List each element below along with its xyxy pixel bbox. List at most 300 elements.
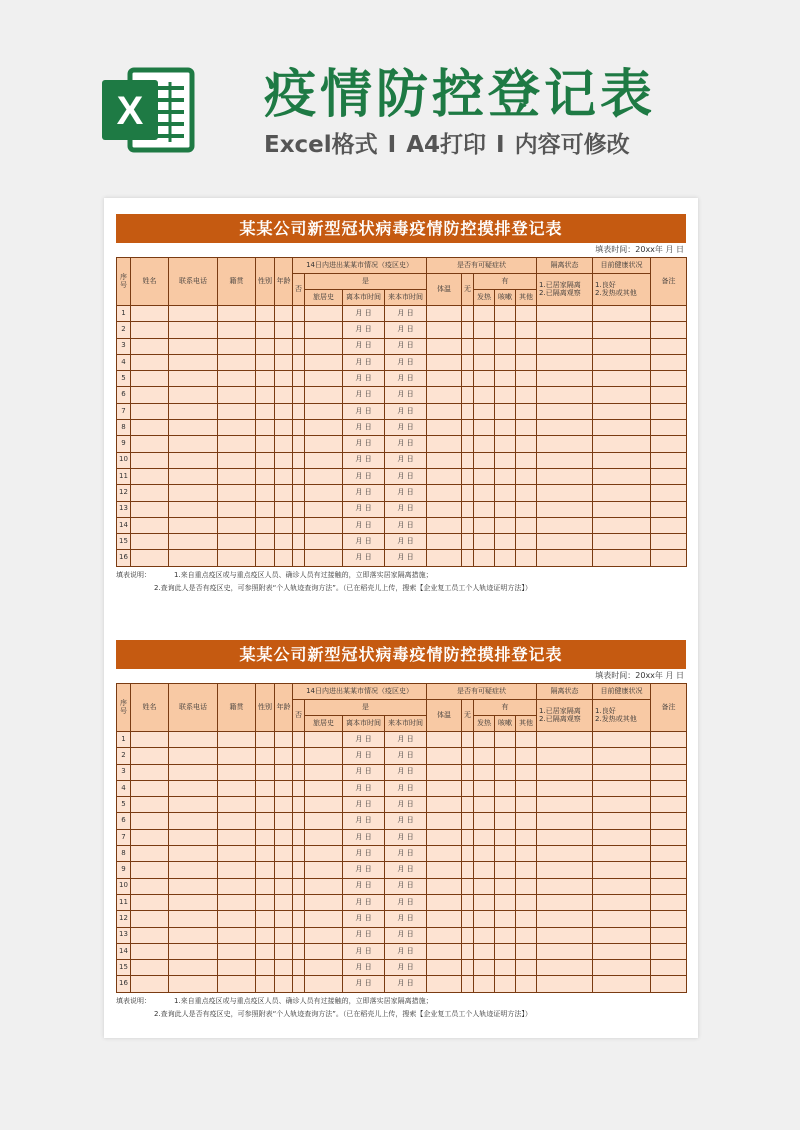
leave-date-cell[interactable]: 月 日 xyxy=(343,894,385,910)
table-cell[interactable] xyxy=(169,338,218,354)
table-cell[interactable] xyxy=(462,960,474,976)
table-cell[interactable] xyxy=(131,371,169,387)
table-cell[interactable] xyxy=(293,371,305,387)
leave-date-cell[interactable]: 月 日 xyxy=(343,501,385,517)
leave-date-cell[interactable]: 月 日 xyxy=(343,960,385,976)
table-cell[interactable] xyxy=(537,485,593,501)
table-cell[interactable] xyxy=(537,322,593,338)
come-date-cell[interactable]: 月 日 xyxy=(385,420,427,436)
leave-date-cell[interactable]: 月 日 xyxy=(343,371,385,387)
table-cell[interactable] xyxy=(462,322,474,338)
table-cell[interactable] xyxy=(275,517,293,533)
table-cell[interactable] xyxy=(516,732,537,748)
table-cell[interactable] xyxy=(593,732,651,748)
table-cell[interactable] xyxy=(651,403,687,419)
table-cell[interactable] xyxy=(651,420,687,436)
table-cell[interactable] xyxy=(516,911,537,927)
table-cell[interactable] xyxy=(495,976,516,992)
table-cell[interactable] xyxy=(293,748,305,764)
leave-date-cell[interactable]: 月 日 xyxy=(343,387,385,403)
come-date-cell[interactable]: 月 日 xyxy=(385,878,427,894)
table-cell[interactable] xyxy=(427,338,462,354)
table-cell[interactable] xyxy=(593,797,651,813)
table-cell[interactable] xyxy=(537,976,593,992)
table-cell[interactable] xyxy=(305,732,343,748)
table-cell[interactable] xyxy=(516,534,537,550)
table-cell[interactable] xyxy=(218,748,256,764)
table-cell[interactable] xyxy=(131,911,169,927)
table-cell[interactable] xyxy=(131,976,169,992)
table-cell[interactable] xyxy=(651,927,687,943)
table-cell[interactable] xyxy=(495,748,516,764)
leave-date-cell[interactable]: 月 日 xyxy=(343,976,385,992)
table-cell[interactable] xyxy=(169,911,218,927)
table-cell[interactable] xyxy=(651,306,687,322)
table-cell[interactable] xyxy=(427,485,462,501)
table-cell[interactable] xyxy=(293,452,305,468)
table-cell[interactable] xyxy=(256,534,275,550)
table-cell[interactable] xyxy=(427,894,462,910)
come-date-cell[interactable]: 月 日 xyxy=(385,306,427,322)
table-cell[interactable] xyxy=(462,943,474,959)
table-cell[interactable] xyxy=(427,501,462,517)
table-cell[interactable] xyxy=(131,420,169,436)
table-cell[interactable] xyxy=(131,732,169,748)
table-cell[interactable] xyxy=(275,354,293,370)
table-cell[interactable] xyxy=(427,354,462,370)
table-cell[interactable] xyxy=(593,420,651,436)
table-cell[interactable] xyxy=(516,387,537,403)
table-cell[interactable] xyxy=(305,927,343,943)
table-cell[interactable] xyxy=(462,420,474,436)
table-cell[interactable] xyxy=(537,960,593,976)
come-date-cell[interactable]: 月 日 xyxy=(385,354,427,370)
leave-date-cell[interactable]: 月 日 xyxy=(343,436,385,452)
leave-date-cell[interactable]: 月 日 xyxy=(343,338,385,354)
leave-date-cell[interactable]: 月 日 xyxy=(343,813,385,829)
table-cell[interactable] xyxy=(256,829,275,845)
table-cell[interactable] xyxy=(256,387,275,403)
table-cell[interactable] xyxy=(516,468,537,484)
table-cell[interactable] xyxy=(169,732,218,748)
table-cell[interactable] xyxy=(218,960,256,976)
table-cell[interactable] xyxy=(593,517,651,533)
table-cell[interactable] xyxy=(275,748,293,764)
table-cell[interactable] xyxy=(218,878,256,894)
table-cell[interactable] xyxy=(305,517,343,533)
table-cell[interactable] xyxy=(275,829,293,845)
table-cell[interactable] xyxy=(131,829,169,845)
table-cell[interactable] xyxy=(537,468,593,484)
table-cell[interactable] xyxy=(131,780,169,796)
table-cell[interactable] xyxy=(427,322,462,338)
table-cell[interactable] xyxy=(474,976,495,992)
table-cell[interactable] xyxy=(256,960,275,976)
table-cell[interactable] xyxy=(516,829,537,845)
table-cell[interactable] xyxy=(462,534,474,550)
table-cell[interactable] xyxy=(427,306,462,322)
table-cell[interactable] xyxy=(537,829,593,845)
table-cell[interactable] xyxy=(218,927,256,943)
table-cell[interactable] xyxy=(537,813,593,829)
table-cell[interactable] xyxy=(651,862,687,878)
table-cell[interactable] xyxy=(474,797,495,813)
table-cell[interactable] xyxy=(256,797,275,813)
come-date-cell[interactable]: 月 日 xyxy=(385,780,427,796)
table-cell[interactable] xyxy=(218,797,256,813)
leave-date-cell[interactable]: 月 日 xyxy=(343,780,385,796)
table-cell[interactable] xyxy=(537,338,593,354)
table-cell[interactable] xyxy=(593,468,651,484)
table-cell[interactable] xyxy=(474,894,495,910)
table-cell[interactable] xyxy=(537,878,593,894)
table-cell[interactable] xyxy=(275,943,293,959)
table-cell[interactable] xyxy=(256,501,275,517)
table-cell[interactable] xyxy=(169,943,218,959)
table-cell[interactable] xyxy=(305,452,343,468)
table-cell[interactable] xyxy=(474,485,495,501)
table-cell[interactable] xyxy=(305,797,343,813)
table-cell[interactable] xyxy=(516,960,537,976)
table-cell[interactable] xyxy=(495,780,516,796)
table-cell[interactable] xyxy=(651,550,687,566)
table-cell[interactable] xyxy=(218,846,256,862)
table-cell[interactable] xyxy=(593,452,651,468)
leave-date-cell[interactable]: 月 日 xyxy=(343,322,385,338)
table-cell[interactable] xyxy=(305,501,343,517)
table-cell[interactable] xyxy=(593,534,651,550)
table-cell[interactable] xyxy=(495,306,516,322)
table-cell[interactable] xyxy=(495,452,516,468)
table-cell[interactable] xyxy=(305,813,343,829)
table-cell[interactable] xyxy=(275,501,293,517)
table-cell[interactable] xyxy=(651,829,687,845)
leave-date-cell[interactable]: 月 日 xyxy=(343,732,385,748)
table-cell[interactable] xyxy=(218,911,256,927)
table-cell[interactable] xyxy=(651,780,687,796)
table-cell[interactable] xyxy=(218,862,256,878)
table-cell[interactable] xyxy=(495,517,516,533)
table-cell[interactable] xyxy=(131,501,169,517)
table-cell[interactable] xyxy=(256,436,275,452)
table-cell[interactable] xyxy=(427,911,462,927)
table-cell[interactable] xyxy=(516,976,537,992)
table-cell[interactable] xyxy=(593,927,651,943)
table-cell[interactable] xyxy=(305,862,343,878)
table-cell[interactable] xyxy=(593,813,651,829)
table-cell[interactable] xyxy=(275,436,293,452)
table-cell[interactable] xyxy=(474,452,495,468)
table-cell[interactable] xyxy=(474,764,495,780)
table-cell[interactable] xyxy=(537,403,593,419)
table-cell[interactable] xyxy=(537,550,593,566)
table-cell[interactable] xyxy=(256,468,275,484)
table-cell[interactable] xyxy=(169,862,218,878)
table-cell[interactable] xyxy=(462,732,474,748)
table-cell[interactable] xyxy=(293,420,305,436)
table-cell[interactable] xyxy=(131,485,169,501)
table-cell[interactable] xyxy=(169,306,218,322)
table-cell[interactable] xyxy=(462,911,474,927)
table-cell[interactable] xyxy=(651,452,687,468)
table-cell[interactable] xyxy=(293,911,305,927)
table-cell[interactable] xyxy=(474,354,495,370)
table-cell[interactable] xyxy=(305,436,343,452)
leave-date-cell[interactable]: 月 日 xyxy=(343,764,385,780)
table-cell[interactable] xyxy=(474,829,495,845)
leave-date-cell[interactable]: 月 日 xyxy=(343,829,385,845)
table-cell[interactable] xyxy=(427,534,462,550)
table-cell[interactable] xyxy=(218,894,256,910)
table-cell[interactable] xyxy=(305,371,343,387)
table-cell[interactable] xyxy=(169,322,218,338)
table-cell[interactable] xyxy=(516,797,537,813)
table-cell[interactable] xyxy=(293,976,305,992)
table-cell[interactable] xyxy=(427,517,462,533)
table-cell[interactable] xyxy=(537,797,593,813)
table-cell[interactable] xyxy=(169,550,218,566)
table-cell[interactable] xyxy=(537,732,593,748)
table-cell[interactable] xyxy=(593,780,651,796)
table-cell[interactable] xyxy=(651,878,687,894)
table-cell[interactable] xyxy=(427,829,462,845)
table-cell[interactable] xyxy=(462,501,474,517)
come-date-cell[interactable]: 月 日 xyxy=(385,764,427,780)
come-date-cell[interactable]: 月 日 xyxy=(385,436,427,452)
table-cell[interactable] xyxy=(474,878,495,894)
table-cell[interactable] xyxy=(651,534,687,550)
table-cell[interactable] xyxy=(651,371,687,387)
table-cell[interactable] xyxy=(474,813,495,829)
table-cell[interactable] xyxy=(256,403,275,419)
come-date-cell[interactable]: 月 日 xyxy=(385,387,427,403)
table-cell[interactable] xyxy=(462,436,474,452)
table-cell[interactable] xyxy=(169,960,218,976)
table-cell[interactable] xyxy=(293,322,305,338)
table-cell[interactable] xyxy=(256,452,275,468)
table-cell[interactable] xyxy=(256,354,275,370)
table-cell[interactable] xyxy=(537,306,593,322)
table-cell[interactable] xyxy=(305,829,343,845)
table-cell[interactable] xyxy=(305,780,343,796)
table-cell[interactable] xyxy=(537,420,593,436)
table-cell[interactable] xyxy=(131,468,169,484)
table-cell[interactable] xyxy=(275,306,293,322)
table-cell[interactable] xyxy=(593,943,651,959)
table-cell[interactable] xyxy=(516,748,537,764)
table-cell[interactable] xyxy=(275,485,293,501)
table-cell[interactable] xyxy=(462,976,474,992)
table-cell[interactable] xyxy=(495,846,516,862)
table-cell[interactable] xyxy=(462,306,474,322)
table-cell[interactable] xyxy=(169,797,218,813)
table-cell[interactable] xyxy=(593,322,651,338)
leave-date-cell[interactable]: 月 日 xyxy=(343,306,385,322)
table-cell[interactable] xyxy=(427,780,462,796)
table-cell[interactable] xyxy=(427,452,462,468)
table-cell[interactable] xyxy=(516,813,537,829)
table-cell[interactable] xyxy=(275,846,293,862)
leave-date-cell[interactable]: 月 日 xyxy=(343,420,385,436)
leave-date-cell[interactable]: 月 日 xyxy=(343,550,385,566)
table-cell[interactable] xyxy=(474,862,495,878)
table-cell[interactable] xyxy=(474,517,495,533)
table-cell[interactable] xyxy=(474,550,495,566)
table-cell[interactable] xyxy=(305,976,343,992)
table-cell[interactable] xyxy=(169,501,218,517)
table-cell[interactable] xyxy=(495,927,516,943)
leave-date-cell[interactable]: 月 日 xyxy=(343,485,385,501)
table-cell[interactable] xyxy=(495,797,516,813)
table-cell[interactable] xyxy=(305,354,343,370)
table-cell[interactable] xyxy=(293,943,305,959)
table-cell[interactable] xyxy=(218,943,256,959)
table-cell[interactable] xyxy=(305,764,343,780)
table-cell[interactable] xyxy=(427,732,462,748)
table-cell[interactable] xyxy=(169,354,218,370)
table-cell[interactable] xyxy=(275,911,293,927)
table-cell[interactable] xyxy=(169,468,218,484)
come-date-cell[interactable]: 月 日 xyxy=(385,322,427,338)
table-cell[interactable] xyxy=(218,387,256,403)
table-cell[interactable] xyxy=(293,894,305,910)
table-cell[interactable] xyxy=(474,387,495,403)
table-cell[interactable] xyxy=(474,468,495,484)
come-date-cell[interactable]: 月 日 xyxy=(385,403,427,419)
table-cell[interactable] xyxy=(537,846,593,862)
table-cell[interactable] xyxy=(495,485,516,501)
table-cell[interactable] xyxy=(651,846,687,862)
table-cell[interactable] xyxy=(495,387,516,403)
table-cell[interactable] xyxy=(651,468,687,484)
table-cell[interactable] xyxy=(462,517,474,533)
table-cell[interactable] xyxy=(651,960,687,976)
table-cell[interactable] xyxy=(131,943,169,959)
table-cell[interactable] xyxy=(131,517,169,533)
table-cell[interactable] xyxy=(474,780,495,796)
table-cell[interactable] xyxy=(651,436,687,452)
table-cell[interactable] xyxy=(495,420,516,436)
table-cell[interactable] xyxy=(651,943,687,959)
table-cell[interactable] xyxy=(516,322,537,338)
table-cell[interactable] xyxy=(169,748,218,764)
table-cell[interactable] xyxy=(218,764,256,780)
table-cell[interactable] xyxy=(293,846,305,862)
table-cell[interactable] xyxy=(537,354,593,370)
table-cell[interactable] xyxy=(293,764,305,780)
table-cell[interactable] xyxy=(275,550,293,566)
table-cell[interactable] xyxy=(495,468,516,484)
table-cell[interactable] xyxy=(293,517,305,533)
table-cell[interactable] xyxy=(305,403,343,419)
table-cell[interactable] xyxy=(169,846,218,862)
table-cell[interactable] xyxy=(218,485,256,501)
table-cell[interactable] xyxy=(593,846,651,862)
table-cell[interactable] xyxy=(651,501,687,517)
table-cell[interactable] xyxy=(516,452,537,468)
table-cell[interactable] xyxy=(256,338,275,354)
table-cell[interactable] xyxy=(516,485,537,501)
table-cell[interactable] xyxy=(474,403,495,419)
table-cell[interactable] xyxy=(256,943,275,959)
table-cell[interactable] xyxy=(275,452,293,468)
table-cell[interactable] xyxy=(651,976,687,992)
table-cell[interactable] xyxy=(305,878,343,894)
table-cell[interactable] xyxy=(537,748,593,764)
table-cell[interactable] xyxy=(169,485,218,501)
table-cell[interactable] xyxy=(293,354,305,370)
come-date-cell[interactable]: 月 日 xyxy=(385,501,427,517)
table-cell[interactable] xyxy=(293,338,305,354)
table-cell[interactable] xyxy=(537,534,593,550)
table-cell[interactable] xyxy=(427,764,462,780)
table-cell[interactable] xyxy=(305,960,343,976)
table-cell[interactable] xyxy=(462,764,474,780)
table-cell[interactable] xyxy=(169,829,218,845)
leave-date-cell[interactable]: 月 日 xyxy=(343,452,385,468)
table-cell[interactable] xyxy=(474,911,495,927)
leave-date-cell[interactable]: 月 日 xyxy=(343,534,385,550)
table-cell[interactable] xyxy=(427,371,462,387)
table-cell[interactable] xyxy=(427,927,462,943)
table-cell[interactable] xyxy=(474,748,495,764)
table-cell[interactable] xyxy=(462,485,474,501)
table-cell[interactable] xyxy=(275,371,293,387)
table-cell[interactable] xyxy=(516,403,537,419)
table-cell[interactable] xyxy=(427,748,462,764)
table-cell[interactable] xyxy=(305,420,343,436)
table-cell[interactable] xyxy=(462,927,474,943)
table-cell[interactable] xyxy=(462,894,474,910)
table-cell[interactable] xyxy=(495,403,516,419)
table-cell[interactable] xyxy=(593,501,651,517)
table-cell[interactable] xyxy=(474,322,495,338)
table-cell[interactable] xyxy=(293,403,305,419)
table-cell[interactable] xyxy=(293,550,305,566)
table-cell[interactable] xyxy=(427,878,462,894)
table-cell[interactable] xyxy=(474,943,495,959)
table-cell[interactable] xyxy=(293,436,305,452)
table-cell[interactable] xyxy=(218,354,256,370)
come-date-cell[interactable]: 月 日 xyxy=(385,732,427,748)
leave-date-cell[interactable]: 月 日 xyxy=(343,517,385,533)
table-cell[interactable] xyxy=(218,338,256,354)
table-cell[interactable] xyxy=(293,468,305,484)
table-cell[interactable] xyxy=(462,846,474,862)
table-cell[interactable] xyxy=(131,960,169,976)
table-cell[interactable] xyxy=(495,911,516,927)
leave-date-cell[interactable]: 月 日 xyxy=(343,862,385,878)
table-cell[interactable] xyxy=(474,420,495,436)
come-date-cell[interactable]: 月 日 xyxy=(385,485,427,501)
table-cell[interactable] xyxy=(131,748,169,764)
table-cell[interactable] xyxy=(593,911,651,927)
table-cell[interactable] xyxy=(131,354,169,370)
table-cell[interactable] xyxy=(462,797,474,813)
come-date-cell[interactable]: 月 日 xyxy=(385,338,427,354)
table-cell[interactable] xyxy=(256,813,275,829)
table-cell[interactable] xyxy=(293,387,305,403)
table-cell[interactable] xyxy=(593,371,651,387)
leave-date-cell[interactable]: 月 日 xyxy=(343,403,385,419)
table-cell[interactable] xyxy=(218,436,256,452)
table-cell[interactable] xyxy=(593,306,651,322)
table-cell[interactable] xyxy=(275,976,293,992)
table-cell[interactable] xyxy=(305,306,343,322)
table-cell[interactable] xyxy=(131,322,169,338)
come-date-cell[interactable]: 月 日 xyxy=(385,550,427,566)
table-cell[interactable] xyxy=(131,338,169,354)
